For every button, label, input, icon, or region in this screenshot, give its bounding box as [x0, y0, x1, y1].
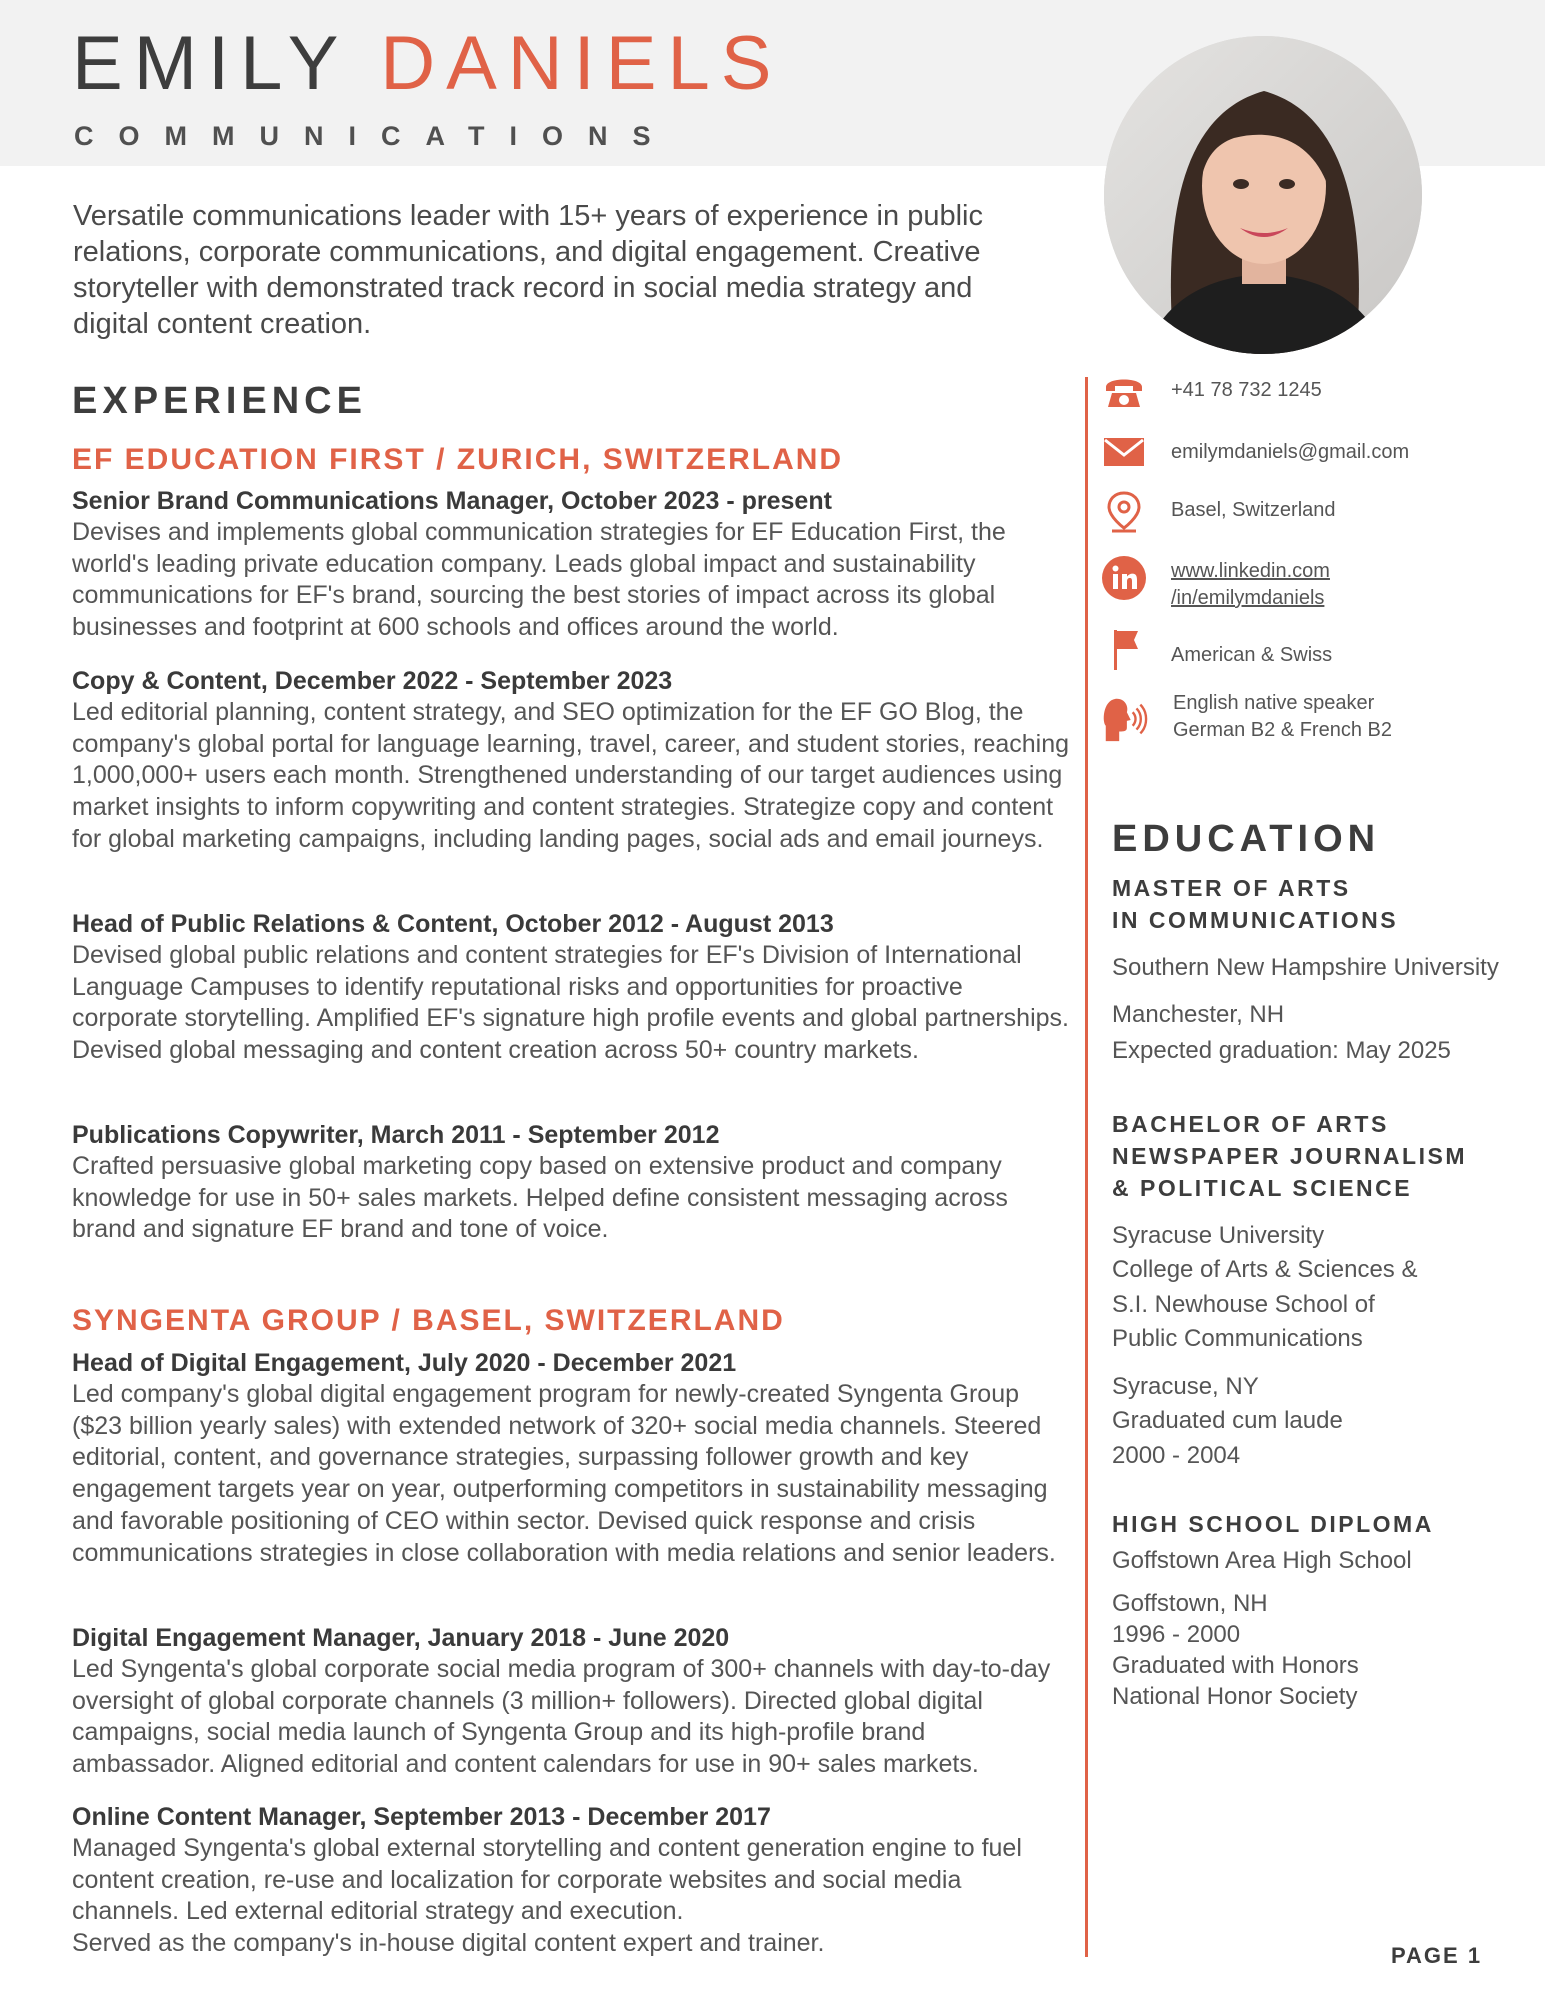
school-name: Public Communications	[1112, 1325, 1363, 1352]
job-entry	[72, 1802, 1072, 1960]
professional-summary: Versatile communications leader with 15+ years of experience in public relations, corporate communications, and digital engagement. Creative storyteller with demonstrated track record in social media strategy and digital content creation.	[73, 200, 983, 340]
school-name: S.I. Newhouse School of	[1112, 1291, 1375, 1318]
location-pin-icon	[1100, 490, 1148, 534]
job-title: Copy & Content, December 2022 - September 2023	[72, 667, 673, 695]
job-entry	[72, 666, 1072, 856]
graduation-honors: Graduated with Honors	[1112, 1652, 1359, 1679]
company-ef: EF EDUCATION FIRST / ZURICH, SWITZERLAND	[72, 443, 844, 476]
job-entry	[72, 1348, 1072, 1569]
mail-icon	[1100, 430, 1148, 474]
job-entry	[72, 1623, 1072, 1781]
job-description: Led company's global digital engagement program for newly-created Syngenta Group ($23 billion yearly sales) with extended network of 320+ social media channels. Steered editorial, content, and governance strategies, surpassing follower growth and key engagement targets year on year, outperforming competitors in sustainability messaging and favorable positioning of CEO within sector. Devised quick response and crisis communications strategies in close collaboration with media relations and senior leaders.	[72, 1380, 1056, 1567]
linkedin-icon[interactable]	[1100, 556, 1148, 600]
last-name: DANIELS	[380, 21, 783, 106]
degree-title: MASTER OF ARTS	[1112, 875, 1351, 901]
degree-title: NEWSPAPER JOURNALISM	[1112, 1143, 1467, 1169]
flag-icon	[1100, 628, 1148, 672]
contact-phone-row	[1100, 369, 1148, 413]
job-title: Digital Engagement Manager, January 2018 - June 2020	[72, 1624, 730, 1652]
experience-heading: EXPERIENCE	[72, 380, 367, 422]
first-name: EMILY	[72, 21, 349, 106]
contact-linkedin-row	[1100, 556, 1148, 600]
job-entry	[72, 909, 1072, 1067]
degree-title: IN COMMUNICATIONS	[1112, 907, 1399, 933]
job-title: Publications Copywriter, March 2011 - September 2012	[72, 1121, 720, 1149]
job-title: Head of Digital Engagement, July 2020 - December 2021	[72, 1349, 737, 1377]
school-name: Syracuse University	[1112, 1222, 1325, 1249]
contact-location-row	[1100, 490, 1148, 534]
job-description-extra: Served as the company's in-house digital content expert and trainer.	[72, 1929, 825, 1958]
job-description: Crafted persuasive global marketing copy based on extensive product and company knowledge for use in 50+ sales markets. Helped define consistent messaging across brand and signature EF brand and tone of voice.	[72, 1152, 1008, 1244]
education-heading: EDUCATION	[1112, 818, 1381, 860]
graduation-status: Expected graduation: May 2025	[1112, 1037, 1451, 1064]
column-divider	[1085, 377, 1088, 1957]
school-name: College of Arts & Sciences &	[1112, 1256, 1418, 1283]
nationality-text: American & Swiss	[1171, 644, 1333, 666]
school-name: Goffstown Area High School	[1112, 1547, 1412, 1574]
phone-icon	[1100, 369, 1148, 413]
school-name: Southern New Hampshire University	[1112, 954, 1499, 981]
page-number: PAGE 1	[1391, 1943, 1483, 1968]
location-text: Basel, Switzerland	[1171, 499, 1336, 521]
job-description: Managed Syngenta's global external storytelling and content generation engine to fuel content creation, re-use and localization for corporate websites and social media channels. Led external editorial strategy and execution.	[72, 1834, 1022, 1926]
attendance-years: 1996 - 2000	[1112, 1621, 1241, 1648]
graduation-honors: Graduated cum laude	[1112, 1407, 1343, 1434]
linkedin-link-line1[interactable]: www.linkedin.com	[1171, 560, 1330, 582]
job-entry	[72, 1120, 1072, 1246]
attendance-years: 2000 - 2004	[1112, 1442, 1241, 1469]
job-title: Head of Public Relations & Content, October 2012 - August 2013	[72, 910, 834, 938]
job-entry	[72, 486, 1072, 644]
contact-email-row	[1100, 430, 1148, 474]
degree-title: HIGH SCHOOL DIPLOMA	[1112, 1511, 1434, 1537]
company-syngenta: SYNGENTA GROUP / BASEL, SWITZERLAND	[72, 1304, 785, 1337]
job-title: Senior Brand Communications Manager, October 2023 - present	[72, 487, 832, 515]
contact-nationality-row	[1100, 628, 1148, 672]
job-title: Online Content Manager, September 2013 - December 2017	[72, 1803, 771, 1831]
school-location: Goffstown, NH	[1112, 1590, 1268, 1617]
profession-subtitle: COMMUNICATIONS	[74, 121, 676, 151]
honor-society: National Honor Society	[1112, 1683, 1358, 1710]
job-description: Devises and implements global communication strategies for EF Education First, the world's leading private education company. Leads global impact and sustainability communications for EF's brand, sourcing the best stories of impact across its global businesses and footprint at 600 schools and offices around the world.	[72, 518, 1006, 642]
school-location: Syracuse, NY	[1112, 1373, 1259, 1400]
profile-photo	[1104, 36, 1422, 354]
job-description: Led Syngenta's global corporate social media program of 300+ channels with day-to-day oversight of global corporate channels (3 million+ followers). Directed global digital campaigns, social media launch of Syngenta Group and its high-profile brand ambassador. Aligned editorial and content calendars for use in 90+ sales markets.	[72, 1655, 1051, 1779]
phone-number: +41 78 732 1245	[1171, 379, 1322, 401]
linkedin-link-line2[interactable]: /in/emilymdaniels	[1171, 587, 1325, 609]
job-description: Led editorial planning, content strategy, and SEO optimization for the EF GO Blog, the company's global portal for language learning, travel, career, and student stories, reaching 1,000,000+ users each month. Strengthened understanding of our target audiences using market insights to inform copywriting and content strategies. Strategize copy and content for global marketing campaigns, including landing pages, social ads and email journeys.	[72, 698, 1070, 853]
degree-title: BACHELOR OF ARTS	[1112, 1111, 1389, 1137]
job-description: Devised global public relations and content strategies for EF's Division of International Language Campuses to identify reputational risks and opportunities for proactive corporate storytelling. Amplified EF's signature high profile events and global partnerships. Devised global messaging and content creation across 50+ country markets.	[72, 941, 1069, 1065]
school-location: Manchester, NH	[1112, 1001, 1285, 1028]
language-line-1: English native speaker	[1173, 692, 1375, 714]
contact-language-row	[1100, 694, 1148, 744]
language-line-2: German B2 & French B2	[1173, 719, 1392, 741]
email-link[interactable]: emilymdaniels@gmail.com	[1171, 441, 1410, 463]
candidate-name	[72, 21, 783, 106]
speaking-head-icon	[1100, 694, 1148, 744]
degree-title: & POLITICAL SCIENCE	[1112, 1175, 1413, 1201]
